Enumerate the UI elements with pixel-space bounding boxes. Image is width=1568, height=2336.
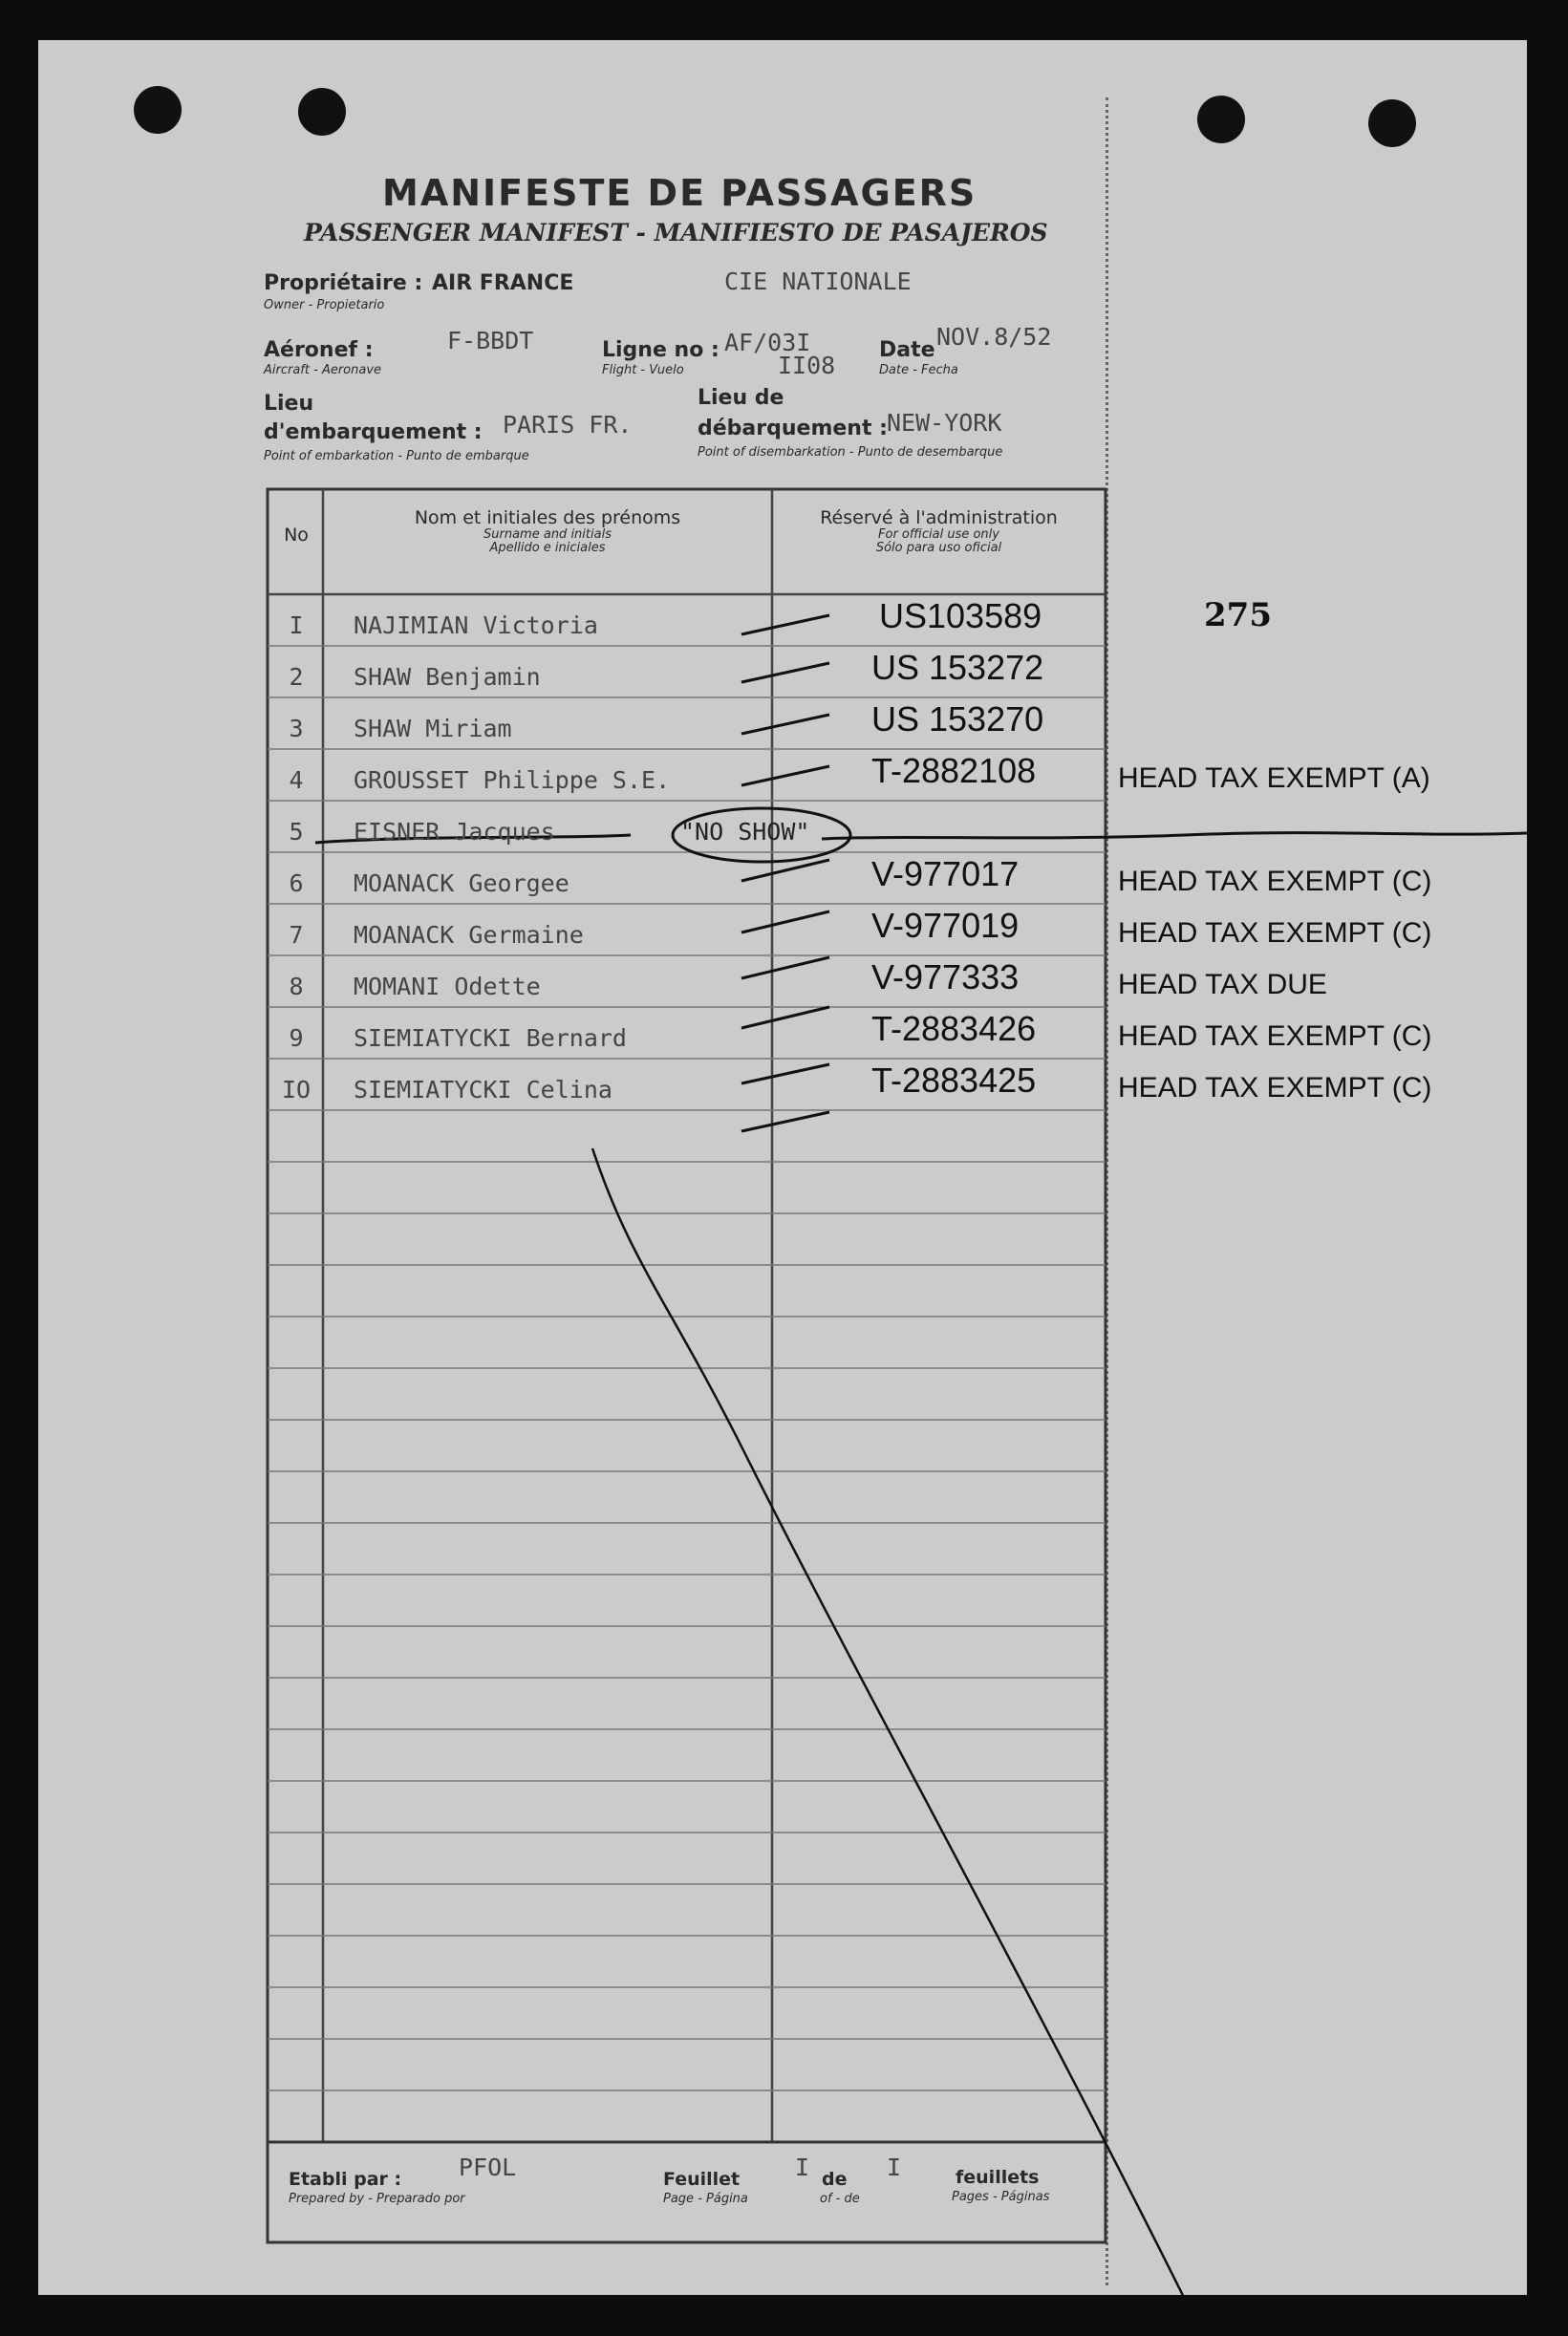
head-tax-note: HEAD TAX EXEMPT (C)	[1118, 866, 1432, 897]
row-number: 2	[289, 663, 304, 691]
admin-number: V-977333	[871, 957, 1020, 997]
col-name-sub1: Surname and initials	[483, 526, 612, 542]
col-name-sub2: Apellido e iniciales	[489, 541, 606, 556]
date-sublabel: Date - Fecha	[879, 363, 958, 377]
admin-number: US 153270	[871, 699, 1044, 739]
of-label: de	[822, 2169, 848, 2190]
row-number: 4	[289, 766, 304, 794]
admin-number: T-2883426	[871, 1009, 1037, 1048]
of-sublabel: of - de	[820, 2192, 860, 2206]
flight-value-2: II08	[778, 352, 836, 379]
passenger-name: MOANACK Germaine	[354, 921, 584, 949]
page-title: MANIFESTE DE PASSAGERS	[382, 172, 977, 214]
head-tax-note: HEAD TAX DUE	[1118, 969, 1327, 1000]
row-number: 7	[289, 921, 304, 949]
embark-value: PARIS FR.	[503, 411, 633, 439]
passenger-name: SIEMIATYCKI Bernard	[354, 1024, 627, 1052]
row-number: IO	[281, 1076, 311, 1104]
disembark-label-1: Lieu de	[698, 386, 784, 410]
passenger-name: MOMANI Odette	[354, 973, 541, 1000]
page-subtitle: PASSENGER MANIFEST - MANIFIESTO DE PASAJEROS	[304, 219, 1048, 246]
prepared-sublabel: Prepared by - Preparado por	[289, 2192, 465, 2206]
admin-number: V-977017	[871, 854, 1020, 893]
passenger-name: GROUSSET Philippe S.E.	[354, 766, 671, 794]
row-number: 5	[289, 818, 304, 846]
sheet-label: Feuillet	[663, 2169, 741, 2190]
disembark-label-2: débarquement :	[698, 417, 888, 440]
row-number: 6	[289, 869, 304, 897]
date-value: NOV.8/52	[936, 323, 1052, 351]
aircraft-sublabel: Aircraft - Aeronave	[264, 363, 382, 377]
row-number: 3	[289, 715, 304, 742]
passenger-name: NAJIMIAN Victoria	[354, 611, 598, 639]
flight-sublabel: Flight - Vuelo	[602, 363, 684, 377]
flight-value: AF/03I	[724, 329, 811, 356]
row-number: I	[289, 611, 304, 639]
of-value: I	[887, 2154, 902, 2181]
col-admin-header	[774, 508, 1104, 555]
side-number: 275	[1204, 596, 1272, 634]
admin-number: V-977019	[871, 906, 1020, 945]
col-admin-sub2: Sólo para uso oficial	[875, 541, 1002, 556]
embark-label-1: Lieu	[264, 392, 314, 416]
manifest-sheet	[38, 40, 1527, 2295]
aircraft-label: Aéronef :	[264, 338, 374, 362]
sheets-sublabel: Pages - Páginas	[952, 2190, 1050, 2204]
flight-label: Ligne no :	[602, 338, 720, 362]
passenger-name: SIEMIATYCKI Celina	[354, 1076, 612, 1104]
head-tax-note: HEAD TAX EXEMPT (C)	[1118, 917, 1432, 949]
prepared-label: Etabli par :	[289, 2169, 402, 2190]
owner-value: AIR FRANCE	[432, 271, 574, 295]
no-show-text: "NO SHOW"	[680, 818, 810, 846]
admin-number: T-2882108	[871, 751, 1037, 790]
strike-line-extension	[822, 833, 1527, 839]
head-tax-note: HEAD TAX EXEMPT (C)	[1118, 1072, 1432, 1104]
date-label: Date	[879, 338, 935, 362]
sheet-sublabel: Page - Página	[663, 2192, 748, 2206]
admin-number: T-2883425	[871, 1061, 1037, 1100]
col-name-title: Nom et initiales des prénoms	[414, 507, 681, 528]
sheet-value: I	[795, 2154, 810, 2181]
closing-diagonal-line	[592, 1148, 1204, 2295]
passenger-name: MOANACK Georgee	[354, 869, 569, 897]
embark-label-2: d'embarquement :	[264, 420, 483, 444]
row-number: 8	[289, 973, 304, 1000]
embark-sublabel: Point of embarkation - Punto de embarque	[264, 449, 529, 463]
col-admin-sub1: For official use only	[878, 526, 999, 542]
disembark-value: NEW-YORK	[887, 409, 1002, 437]
col-no-header: No	[284, 525, 309, 546]
passenger-name: SHAW Miriam	[354, 715, 512, 742]
admin-number: US103589	[879, 596, 1042, 635]
col-name-header	[325, 508, 770, 555]
row-number: 9	[289, 1024, 304, 1052]
col-admin-title: Réservé à l'administration	[820, 507, 1058, 528]
table-grid	[38, 40, 1527, 2295]
passenger-name: SHAW Benjamin	[354, 663, 541, 691]
head-tax-note: HEAD TAX EXEMPT (A)	[1118, 762, 1430, 794]
head-tax-note: HEAD TAX EXEMPT (C)	[1118, 1020, 1432, 1052]
sheets-label: feuillets	[956, 2167, 1040, 2188]
handwritten-dashes	[741, 615, 829, 1131]
prepared-value: PFOL	[459, 2154, 517, 2181]
disembark-sublabel: Point of disembarkation - Punto de desembarque	[698, 445, 1003, 460]
aircraft-value: F-BBDT	[447, 327, 534, 354]
passenger-name: EISNER Jacques	[354, 818, 555, 846]
owner-sublabel: Owner - Propietario	[264, 298, 385, 312]
owner-label: Propriétaire :	[264, 271, 423, 295]
admin-number: US 153272	[871, 648, 1044, 687]
owner-typed: CIE NATIONALE	[724, 268, 912, 295]
